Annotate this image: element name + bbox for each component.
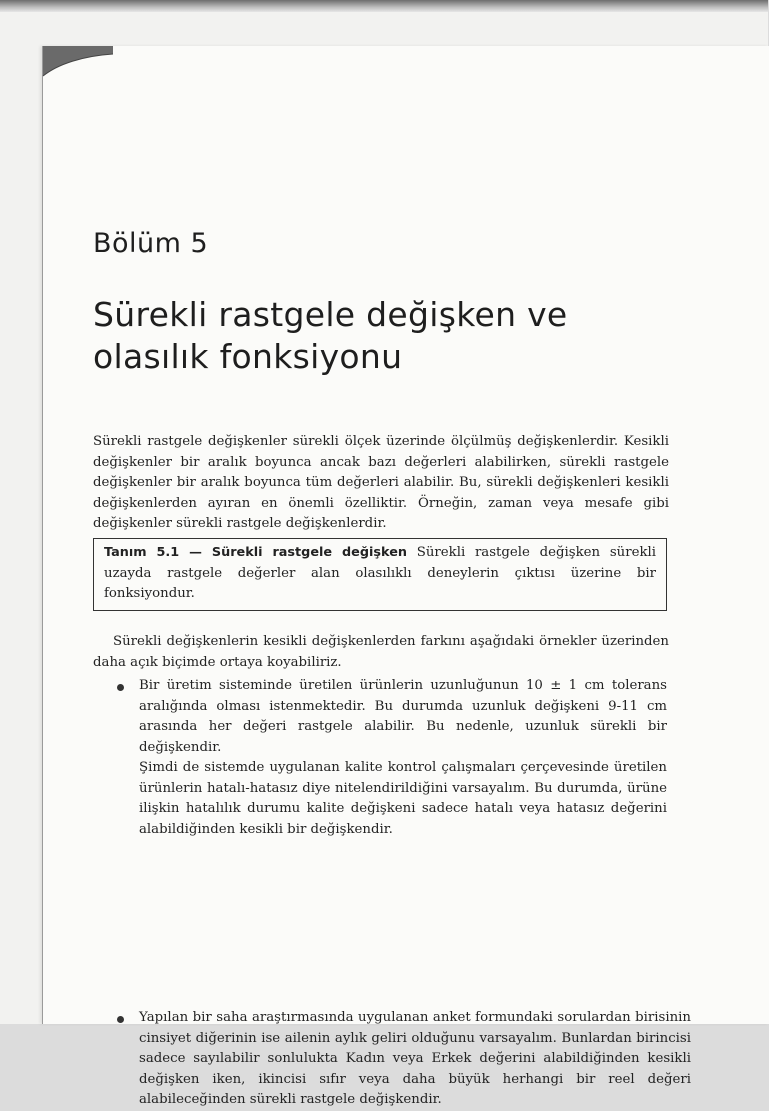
chapter-label: Bölüm 5 (93, 228, 209, 259)
intro-paragraph: Sürekli rastgele değişkenler sürekli ölçek üzerinde ölçülmüş değişkenlerdir. Kesikli değişkenler bir aralık boyunca ancak bazı değerleri alabilirken, sürekli rastgele değişkenler bir aralık boyunca tüm değerleri alabilir. Bu, sürekli değişkenleri kesikli değişkenlerden ayıran en önemli özelliktir. Örneğin, zaman veya mesafe gibi değişkenler sürekli rastgele değişkenlerdir. (93, 434, 669, 531)
example-2-text: Yapılan bir saha araştırmasında uygulanan anket formundaki sorulardan birisinin cinsiyet diğerinin ise ailenin aylık geliri olduğunu varsayalım. Bunlardan birincisi sadece sayılabilir sonlulukta Kadın veya Erkek değerini alabildiğinden kesikli değişken iken, ikincisi sıfır veya daha büyük herhangi bir reel değeri alabileceğinden sürekli rastgele değişkendir. (139, 1010, 691, 1107)
bullet-icon (117, 684, 124, 691)
bullet-icon (117, 1016, 124, 1023)
examples-list (115, 676, 691, 1107)
list-item (115, 1008, 691, 1111)
definition-content (104, 543, 656, 605)
book-page (42, 46, 769, 1107)
examples-intro-paragraph: Sürekli değişkenlerin kesikli değişkenlerden farkını aşağıdaki örnekler üzerinden daha açık biçimde ortaya koyabiliriz. (93, 634, 669, 670)
list-item (115, 676, 667, 840)
scanner-edge (0, 0, 768, 12)
definition-text: Sürekli rastgele değişken sürekli uzayda rastgele değerler alan olasılıklı deneylerin çıktısı üzerine bir fonksiyondur. (104, 545, 657, 601)
page-corner-fold (43, 46, 113, 86)
chapter-title: Sürekli rastgele değişken ve olasılık fonksiyonu (93, 295, 568, 376)
example-1-part-1: Bir üretim sisteminde üretilen ürünlerin uzunluğunun 10 ± 1 cm tolerans aralığında olması istenmektedir. Bu durumda uzunluk değişkeni 9-11 cm arasında her değeri rastgele alabilir. Bu nedenle, uzunluk sürekli bir değişkendir. (139, 678, 667, 755)
definition-box (93, 538, 667, 611)
example-1-part-2: Şimdi de sistemde uygulanan kalite kontrol çalışmaları çerçevesinde üretilen ürünlerin hatalı-hatasız diye nitelendirildiğini varsayalım. Bu durumda, ürüne ilişkin hatalılık durumu kalite değişkeni sadece hatalı veya hatasız değerini alabildiğinden kesikli bir değişkendir. (139, 760, 667, 837)
definition-label: Tanım 5.1 — Sürekli rastgele değişken (104, 545, 407, 560)
